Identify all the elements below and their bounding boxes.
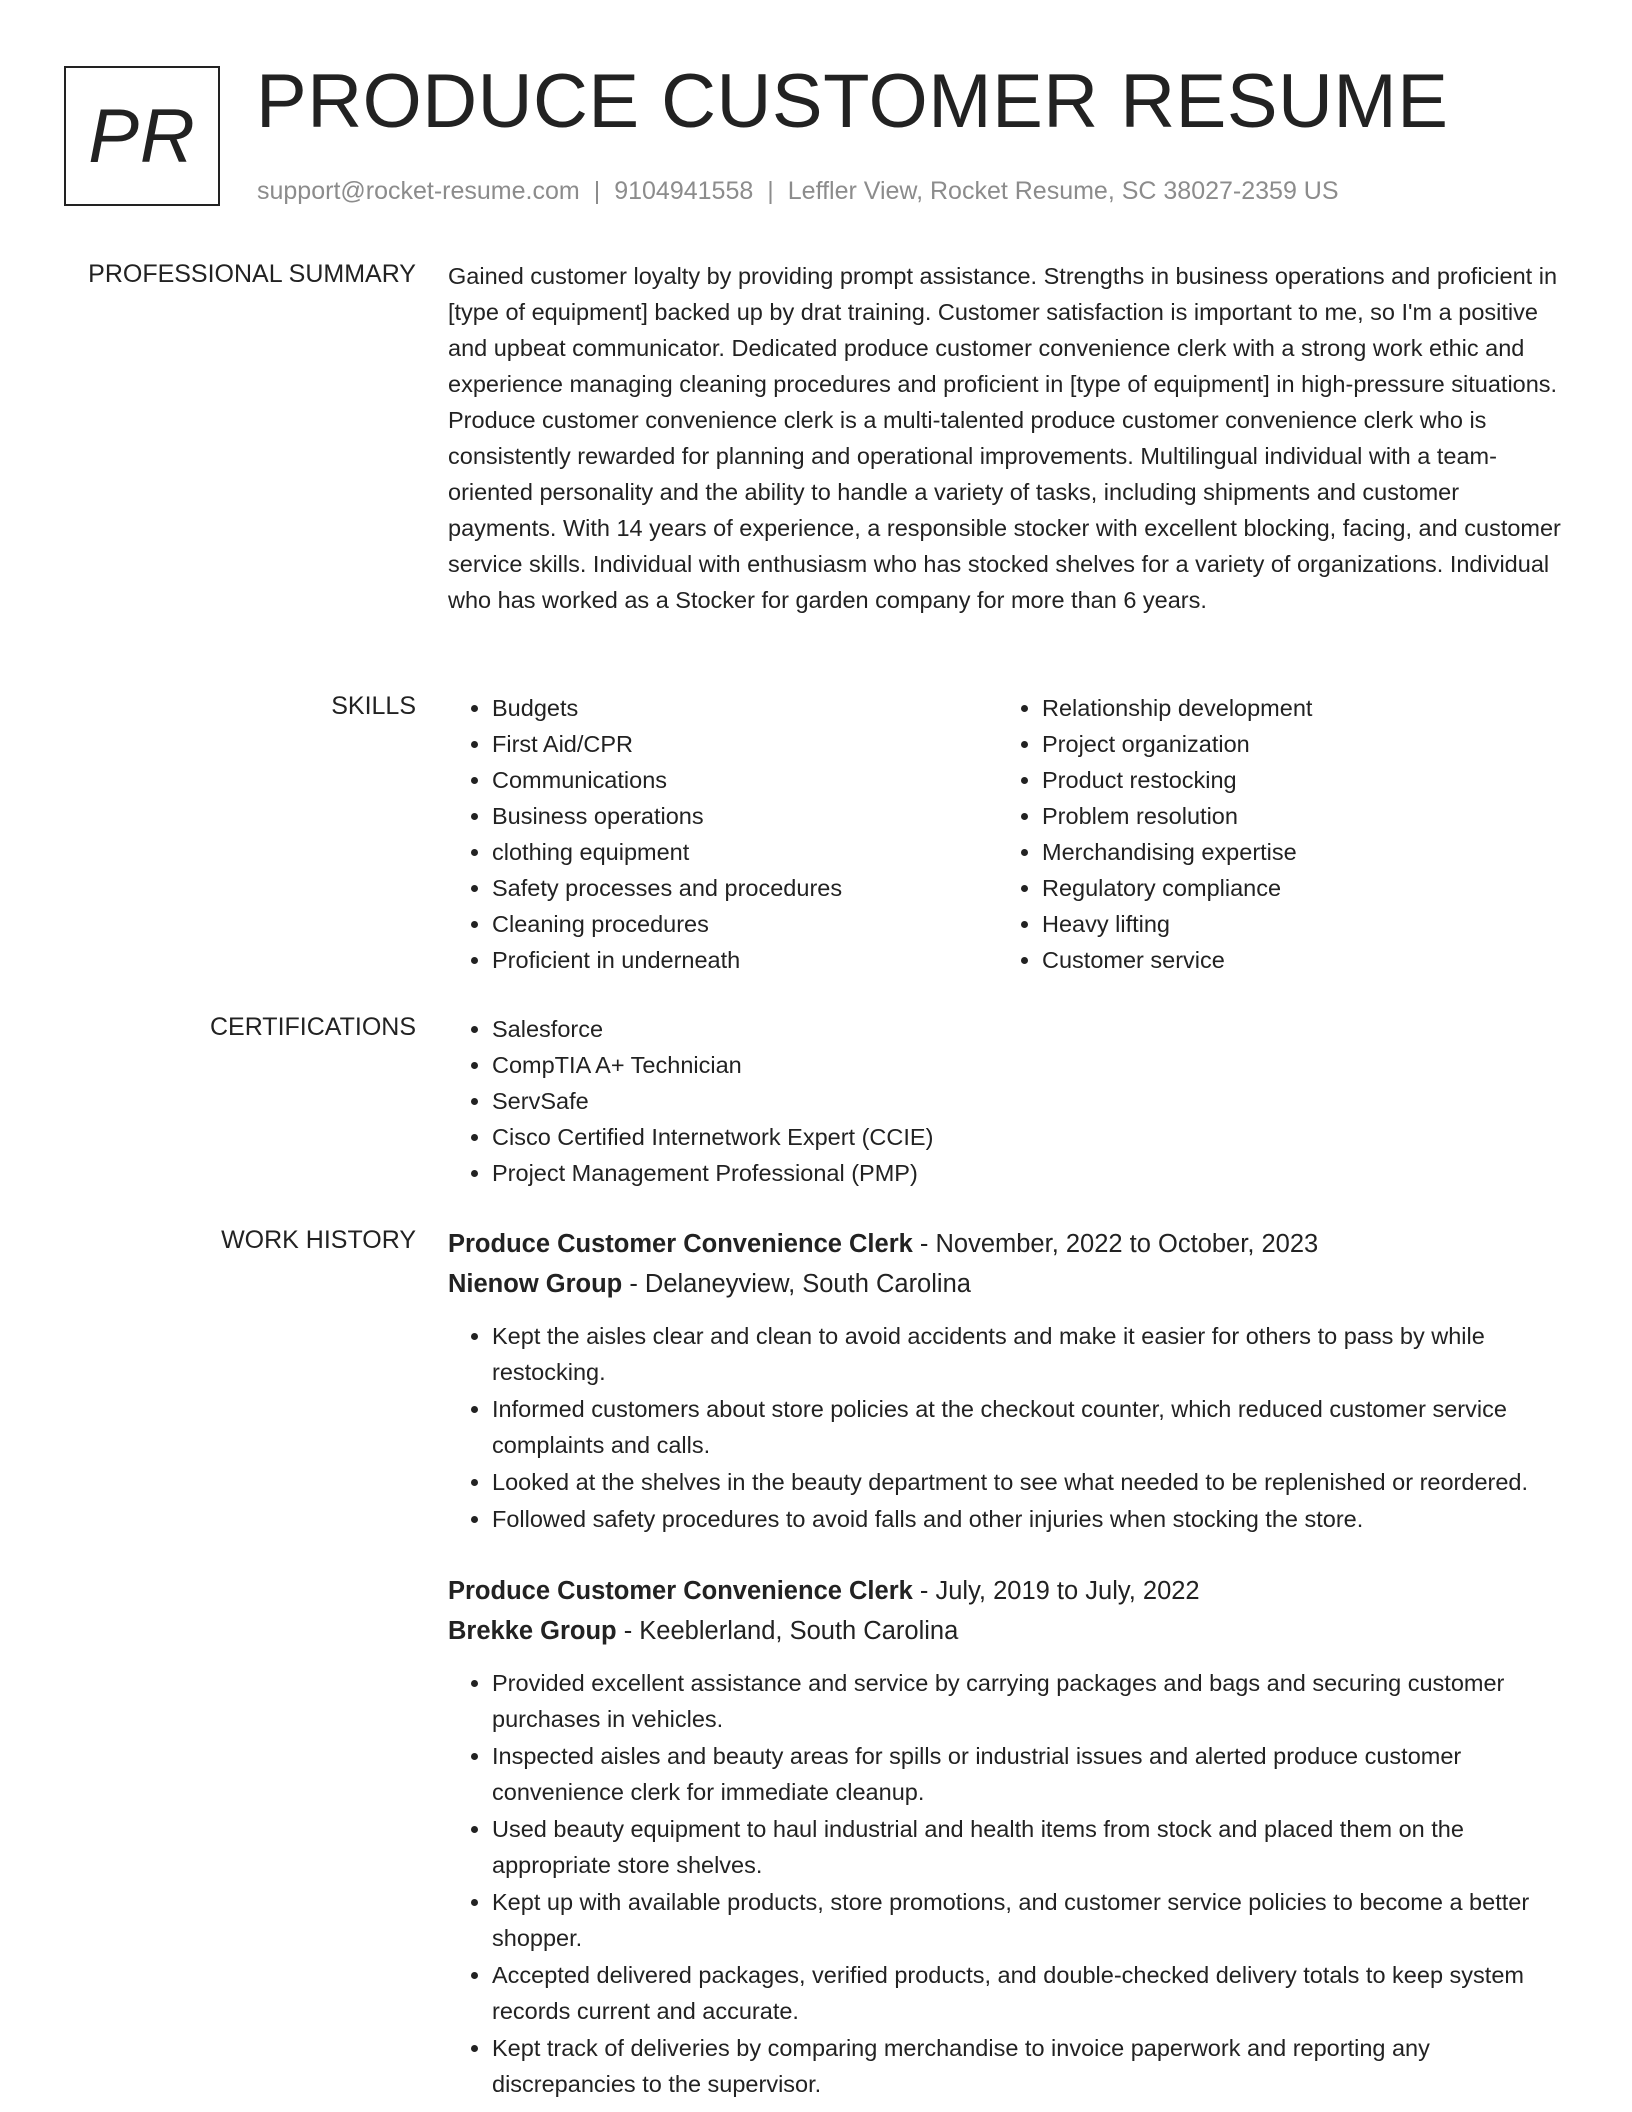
contact-line (257, 176, 1339, 206)
skill-item: • Relationship development (1042, 690, 1548, 726)
job-bullet: • Informed customers about store policies at the checkout counter, which reduced customer service complaints and calls. (492, 1391, 1566, 1463)
skill-item: • Customer service (1042, 942, 1548, 978)
job-bullet: • Kept track of deliveries by comparing merchandise to invoice paperwork and reporting any discrepancies to the supervisor. (492, 2030, 1566, 2102)
job-entry (448, 1224, 1566, 1537)
certifications-heading: CERTIFICATIONS (209, 1013, 416, 1041)
certification-item: • CompTIA A+ Technician (492, 1047, 1566, 1083)
skill-item: • Safety processes and procedures (492, 870, 998, 906)
job-title-line (448, 1571, 1566, 1611)
job-location: - Delaneyview, South Carolina (622, 1270, 971, 1298)
monogram-badge (64, 66, 220, 206)
skill-item: • Product restocking (1042, 762, 1548, 798)
job-company-line (448, 1611, 1566, 1651)
skill-item: • Budgets (492, 690, 998, 726)
resume-title: PRODUCE CUSTOMER RESUME (256, 59, 1449, 144)
skill-item: • Project organization (1042, 726, 1548, 762)
contact-separator: | (593, 177, 601, 205)
job-bullet: • Inspected aisles and beauty areas for spills or industrial issues and alerted produce customer convenience clerk for immediate cleanup. (492, 1738, 1566, 1810)
job-bullet: • Looked at the shelves in the beauty department to see what needed to be replenished or reordered. (492, 1464, 1566, 1500)
job-title: Produce Customer Convenience Clerk (448, 1577, 913, 1605)
job-bullets (448, 1665, 1566, 2102)
job-location: - Keeblerland, South Carolina (616, 1617, 959, 1645)
job-title: Produce Customer Convenience Clerk (448, 1230, 913, 1258)
contact-separator: | (767, 177, 774, 205)
skills-column-left (448, 690, 998, 978)
job-bullet: • Kept up with available products, store promotions, and customer service policies to become a better shopper. (492, 1884, 1566, 1956)
skill-item: • Heavy lifting (1042, 906, 1548, 942)
skill-item: • Proficient in underneath (492, 942, 998, 978)
skill-item: • Merchandising expertise (1042, 834, 1548, 870)
job-company: Brekke Group (448, 1617, 617, 1645)
summary-heading: PROFESSIONAL SUMMARY (88, 260, 416, 288)
certification-item: • Project Management Professional (PMP) (492, 1155, 1566, 1191)
job-company: Nienow Group (448, 1270, 623, 1298)
skills-column-right (998, 690, 1548, 978)
work-history-heading: WORK HISTORY (221, 1226, 416, 1254)
certification-item: • Salesforce (492, 1011, 1566, 1047)
job-bullet: • Kept the aisles clear and clean to avoid accidents and make it easier for others to pass by while restocking. (492, 1318, 1566, 1390)
summary-text: Gained customer loyalty by providing prompt assistance. Strengths in business operations and proficient in [type of equipment] backed up by drat training. Customer satisfaction is important to me, so I'm a positive and upbeat communicator. Dedicated produce customer convenience clerk with a strong work ethic and experience managing cleaning procedures and proficient in [type of equipment] in high-pressure situations. Produce customer convenience clerk is a multi-talented produce customer convenience clerk who is consistently rewarded for planning and operational improvements. Multilingual individual with a team-oriented personality and the ability to handle a variety of tasks, including shipments and customer payments. With 14 years of experience, a responsible stocker with excellent blocking, facing, and customer service skills. Individual with enthusiasm who has stocked shelves for a variety of organizations. Individual who has worked as a Stocker for garden company for more than 6 years. (448, 263, 1561, 613)
contact-phone[interactable]: 9104941558 (614, 177, 754, 205)
skill-item: • Communications (492, 762, 998, 798)
skill-item: • clothing equipment (492, 834, 998, 870)
job-bullets (448, 1318, 1566, 1537)
job-title-line (448, 1224, 1566, 1264)
skills-columns (448, 690, 1566, 978)
work-history-content (448, 1224, 1566, 2103)
skill-item: • Business operations (492, 798, 998, 834)
certifications-list (448, 1011, 1566, 1191)
certification-item: • ServSafe (492, 1083, 1566, 1119)
job-entry (448, 1571, 1566, 2102)
certification-item: • Cisco Certified Internetwork Expert (CCIE) (492, 1119, 1566, 1155)
contact-address: Leffler View, Rocket Resume, SC 38027-2359 US (787, 177, 1339, 205)
job-bullet: • Provided excellent assistance and service by carrying packages and bags and securing customer purchases in vehicles. (492, 1665, 1566, 1737)
certifications-content (448, 1011, 1566, 1191)
skills-list-right (998, 690, 1548, 978)
job-dates: - November, 2022 to October, 2023 (912, 1230, 1319, 1258)
job-bullet: • Used beauty equipment to haul industrial and health items from stock and placed them on the appropriate store shelves. (492, 1811, 1566, 1883)
skill-item: • Regulatory compliance (1042, 870, 1548, 906)
job-bullet: • Followed safety procedures to avoid falls and other injuries when stocking the store. (492, 1501, 1566, 1537)
skills-heading: SKILLS (331, 692, 416, 720)
skill-item: • First Aid/CPR (492, 726, 998, 762)
job-bullet: • Accepted delivered packages, verified products, and double-checked delivery totals to keep system records current and accurate. (492, 1957, 1566, 2029)
job-dates: - July, 2019 to July, 2022 (912, 1577, 1200, 1605)
job-company-line (448, 1264, 1566, 1304)
skill-item: • Cleaning procedures (492, 906, 998, 942)
contact-email[interactable]: support@rocket-resume.com (257, 177, 580, 205)
monogram-initials: PR (88, 93, 196, 179)
skills-list-left (448, 690, 998, 978)
skill-item: • Problem resolution (1042, 798, 1548, 834)
